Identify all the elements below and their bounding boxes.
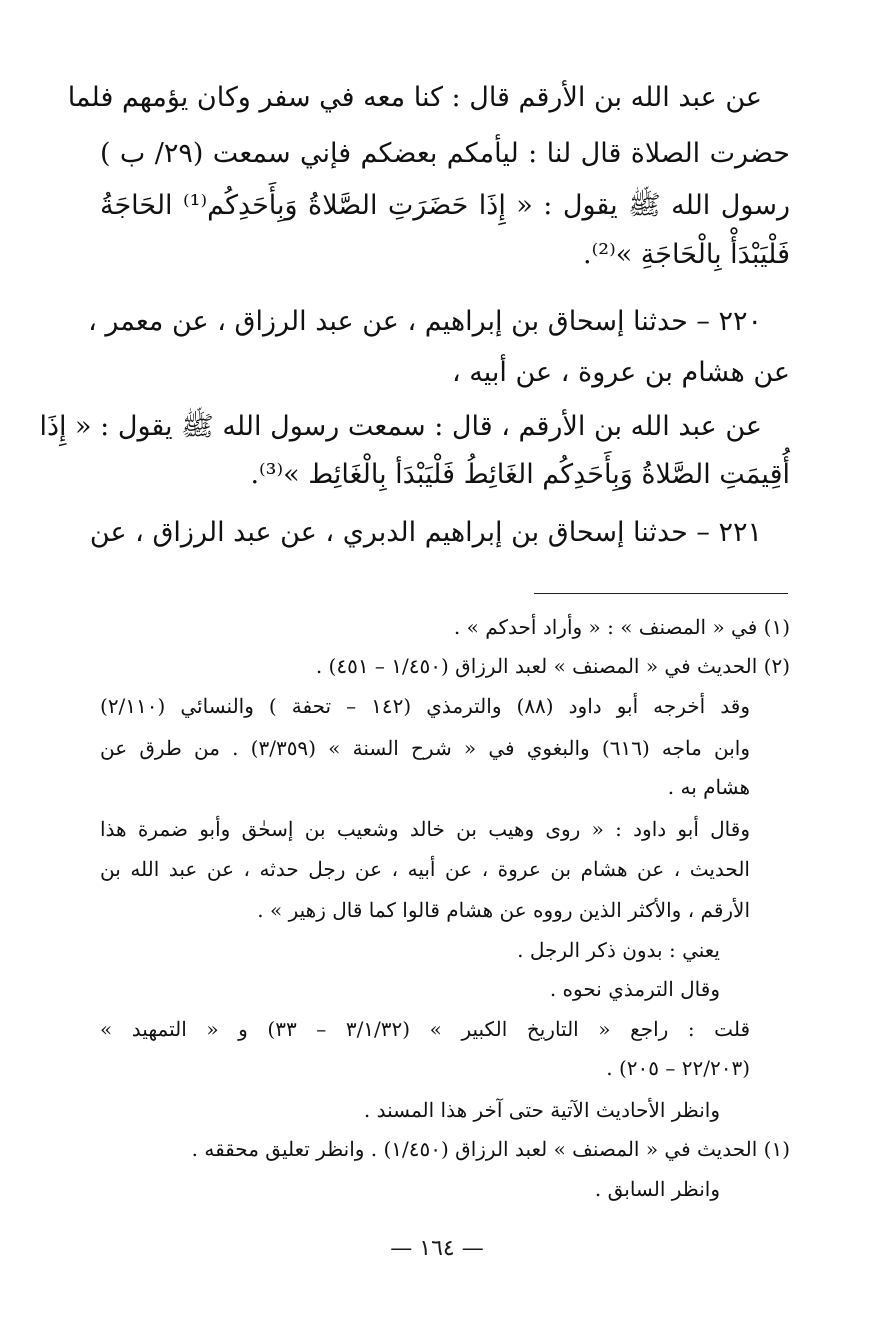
footnote-2-line-6: الحديث ، عن هشام بن عروة ، عن أبيه ، عن رجل حدثه ، عن عبد الله بن — [100, 857, 750, 881]
footnote-2-line-5: وقال أبو داود : « روى وهيب بن خالد وشعيب بن إسحٰق وأبو ضمرة هذا — [100, 817, 750, 841]
footnote-3-line-1: (١) الحديث في « المصنف » لعبد الرزاق (١/٤٥٠) . وانظر تعليق محققه . — [191, 1137, 790, 1161]
paragraph-2-line-1: عن عبد الله بن الأرقم ، قال : سمعت رسول الله ﷺ يقول : « إِذَا — [39, 411, 762, 442]
footnote-2-line-8: يعني : بدون ذكر الرجل . — [517, 938, 720, 962]
paragraph-1-line-2: حضرت الصلاة قال لنا : ليأمكم بعضكم فإني سمعت (٢٩/ ب ) — [100, 138, 790, 169]
footnote-2-line-12: وانظر الأحاديث الآتية حتى آخر هذا المسند . — [363, 1098, 720, 1122]
footnote-2-line-2: وقد أخرجه أبو داود (٨٨) والترمذي (١٤٢ – تحفة ) والنسائي (٢/١١٠) — [100, 694, 750, 718]
footnote-2-line-7: الأرقم ، والأكثر الذين رووه عن هشام قالوا كما قال زهير » . — [257, 898, 750, 922]
footnote-2-line-3: وابن ماجه (٦١٦) والبغوي في « شرح السنة » (٣/٣٥٩) . من طرق عن — [100, 736, 751, 760]
paragraph-2-line-2: أُقِيمَتِ الصَّلاةُ وَبِأَحَدِكُم الغَائِطُ فَلْيَبْدَأ بِالْغَائِط »⁽³⁾. — [250, 459, 790, 490]
page-number: — ١٦٤ — — [390, 1236, 484, 1261]
footnote-1: (١) في « المصنف » : « وأراد أحدكم » . — [453, 615, 790, 639]
hadith-220-line-1: ٢٢٠ – حدثنا إسحاق بن إبراهيم ، عن عبد الرزاق ، عن معمر ، — [88, 306, 762, 337]
footnote-3-line-2: وانظر السابق . — [594, 1177, 720, 1201]
footnote-2-line-1: (٢) الحديث في « المصنف » لعبد الرزاق (١/٤٥٠ – ٤٥١) . — [315, 654, 790, 678]
footnote-2-line-4: هشام به . — [667, 775, 750, 799]
footnote-2-line-11: (٢٢/٢٠٣ – ٢٠٥) . — [606, 1056, 750, 1080]
footnote-separator — [534, 593, 788, 594]
paragraph-1-line-4: فَلْيَبْدَأْ بِالْحَاجَةِ »⁽²⁾. — [583, 239, 790, 270]
hadith-220-line-2: عن هشام بن عروة ، عن أبيه ، — [451, 357, 790, 388]
paragraph-1-line-1: عن عبد الله بن الأرقم قال : كنا معه في سفر وكان يؤمهم فلما — [67, 82, 762, 113]
hadith-221-line-1: ٢٢١ – حدثنا إسحاق بن إبراهيم الدبري ، عن عبد الرزاق ، عن — [89, 517, 762, 548]
footnote-2-line-9: وقال الترمذي نحوه . — [549, 977, 720, 1001]
paragraph-1-line-3: رسول الله ﷺ يقول : « إِذَا حَضَرَتِ الصَّلاةُ وَبِأَحَدِكُم⁽¹⁾ الحَاجَةُ — [100, 190, 790, 221]
footnote-2-line-10: قلت : راجع « التاريخ الكبير » (٣/١/٣٢ – ٣٣) و « التمهيد » — [100, 1017, 751, 1041]
